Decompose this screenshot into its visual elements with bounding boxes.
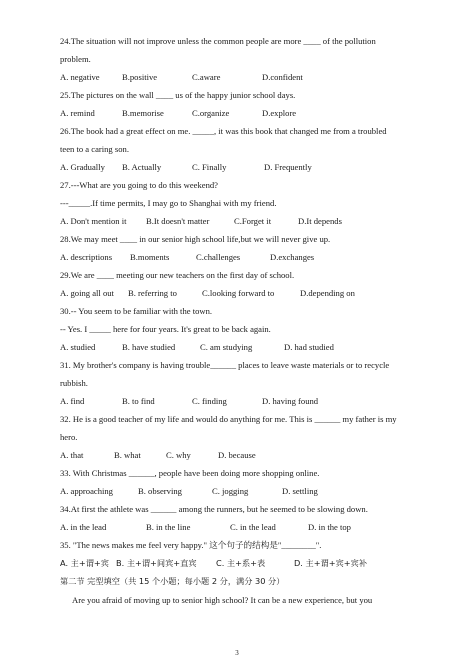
option-b: B. referring to <box>128 287 177 298</box>
question-31-options <box>60 396 430 408</box>
option-a: A. going all out <box>60 287 114 298</box>
question-29-options <box>60 288 430 300</box>
question-27-stem-line: ---_____.If time permits, I may go to Shanghai with my friend. <box>60 197 277 208</box>
page-number: 3 <box>235 649 239 657</box>
option-c: C.looking forward to <box>202 287 275 298</box>
option-a: A. descriptions <box>60 251 113 262</box>
option-a: A. in the lead <box>60 521 107 532</box>
section-title: 第二节 完型填空（共 15 个小题；每小题 2 分，满分 30 分） <box>60 575 285 586</box>
question-25-stem-line: 25.The pictures on the wall ____ us of the happy junior school days. <box>60 89 296 100</box>
option-a: A. Gradually <box>60 161 105 172</box>
option-c: C.organize <box>192 107 230 118</box>
option-a: A. that <box>60 449 84 460</box>
option-b: B. have studied <box>122 341 176 352</box>
option-b: B.positive <box>122 71 158 82</box>
question-27-options <box>60 216 430 228</box>
question-31-stem-line: 31. My brother's company is having trouble______ places to leave waste materials or to recycle <box>60 359 390 370</box>
option-b: B. in the line <box>146 521 191 532</box>
option-d: D.It depends <box>298 215 342 226</box>
question-28-stem-line: 28.We may meet ____ in our senior high school life,but we will never give up. <box>60 233 331 244</box>
question-24-stem-line: problem. <box>60 53 91 64</box>
option-d: D.explore <box>262 107 297 118</box>
question-27-stem-line: 27.---What are you going to do this weekend? <box>60 179 218 190</box>
option-c: C. why <box>166 449 191 460</box>
question-30-stem-line: -- Yes. I _____ here for four years. It's great to be back again. <box>60 323 271 334</box>
option-b: B.moments <box>130 251 170 262</box>
option-d: D. Frequently <box>264 161 312 172</box>
question-31-stem-line: rubbish. <box>60 377 88 388</box>
option-c: C. jogging <box>212 485 249 496</box>
question-26-stem-line: teen to a caring son. <box>60 143 129 154</box>
option-d: D.exchanges <box>270 251 315 262</box>
option-d: D. had studied <box>284 341 334 352</box>
option-b: B.memorise <box>122 107 164 118</box>
option-b: B. what <box>114 449 141 460</box>
option-d: D. in the top <box>308 521 351 532</box>
option-d: D. because <box>218 449 256 460</box>
option-b: B. to find <box>122 395 155 406</box>
option-c: C.challenges <box>196 251 241 262</box>
option-c: C.aware <box>192 71 221 82</box>
option-d: D. having found <box>262 395 319 406</box>
question-24-options <box>60 72 430 84</box>
option-c: C. am studying <box>200 341 253 352</box>
option-c: C. in the lead <box>230 521 276 532</box>
question-25-options <box>60 108 430 120</box>
option-a: A. approaching <box>60 485 113 496</box>
question-list <box>60 36 430 569</box>
question-33-options <box>60 486 430 498</box>
question-26-options <box>60 162 430 174</box>
option-a: A. Don't mention it <box>60 215 127 226</box>
option-c: C. 主+系+表 <box>216 557 266 568</box>
option-b: B. Actually <box>122 161 162 172</box>
option-d: D.confident <box>262 71 303 82</box>
question-30-stem-line: 30.-- You seem to be familiar with the town. <box>60 305 213 316</box>
option-d: D.depending on <box>300 287 355 298</box>
option-a: A. find <box>60 395 85 406</box>
option-a: A. 主+谓+宾 <box>60 557 109 568</box>
question-28-options <box>60 252 430 264</box>
question-26-stem-line: 26.The book had a great effect on me. _____, it was this book that changed me from a troubled <box>60 125 387 136</box>
question-32-stem-line: hero. <box>60 431 78 442</box>
question-30-options <box>60 342 430 354</box>
option-a: A. studied <box>60 341 96 352</box>
question-35-options <box>60 558 430 570</box>
passage-line: Are you afraid of moving up to senior high school? It can be a new experience, but you <box>72 595 373 606</box>
option-b: B.It doesn't matter <box>146 215 210 226</box>
option-a: A. remind <box>60 107 95 118</box>
question-33-stem-line: 33. With Christmas ______, people have been doing more shopping online. <box>60 467 320 478</box>
option-b: B. 主+谓+间宾+直宾 <box>116 557 197 568</box>
option-c: C.Forget it <box>234 215 272 226</box>
question-24-stem-line: 24.The situation will not improve unless the common people are more ____ of the pollution <box>60 36 376 46</box>
option-c: C. Finally <box>192 161 227 172</box>
option-b: B. observing <box>138 485 182 496</box>
question-35-stem-line: 35. "The news makes me feel very happy." 这个句子的结构是"________". <box>60 539 322 550</box>
question-29-stem-line: 29.We are ____ meeting our new teachers on the first day of school. <box>60 269 295 280</box>
question-32-stem-line: 32. He is a good teacher of my life and would do anything for me. This is ______ my father is my <box>60 413 397 424</box>
question-34-options <box>60 522 430 534</box>
option-a: A. negative <box>60 71 100 82</box>
question-32-options <box>60 450 430 462</box>
option-d: D. 主+谓+宾+宾补 <box>294 557 368 568</box>
question-34-stem-line: 34.At first the athlete was ______ among the runners, but he seemed to be slowing down. <box>60 503 368 514</box>
option-d: D. settling <box>282 485 318 496</box>
option-c: C. finding <box>192 395 227 406</box>
